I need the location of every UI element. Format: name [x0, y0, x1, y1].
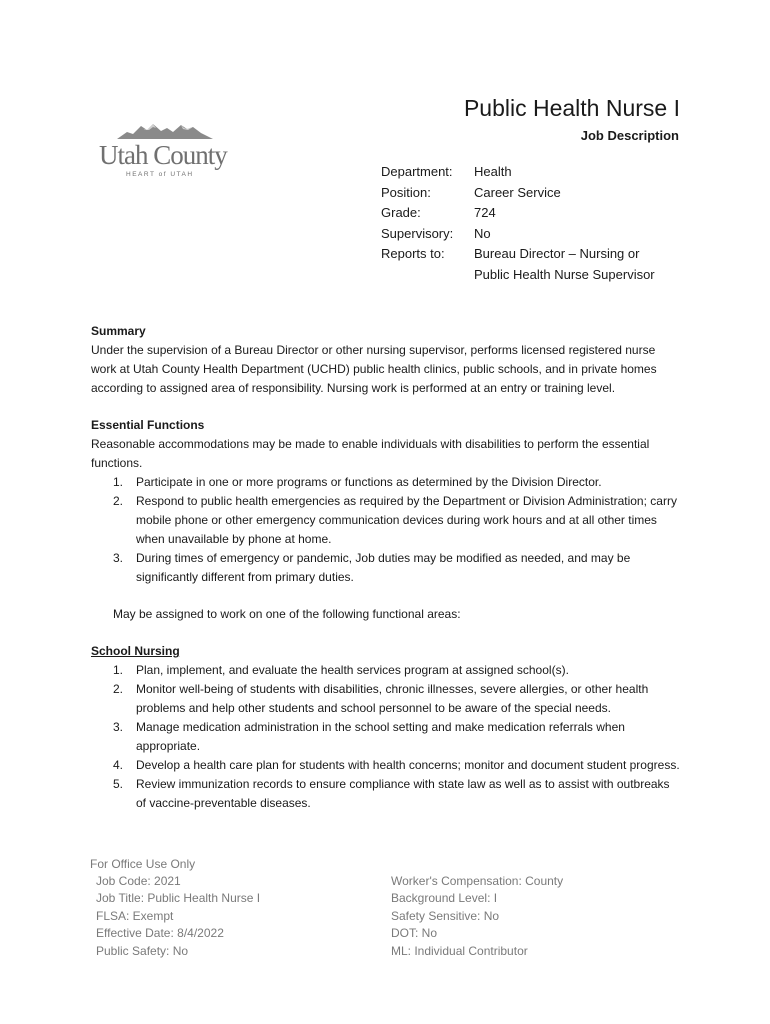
list-item: 3. Manage medication administration in the school setting and make medication referrals when appropriate.: [113, 720, 625, 753]
footer-flsa: FLSA: Exempt: [96, 908, 174, 923]
footer-heading: For Office Use Only: [90, 857, 196, 871]
footer-job-title: Job Title: Public Health Nurse I: [96, 891, 261, 906]
list-item: 2. Monitor well-being of students with disabilities, chronic illnesses, severe allergies, or other health problems and help other students and school personnel to be aware of the special needs.: [113, 682, 649, 715]
essential-functions-list: [91, 473, 681, 587]
meta-value: Career Service: [474, 184, 561, 200]
summary-heading: Summary: [91, 324, 146, 338]
list-item: 2. Respond to public health emergencies as required by the Department or Division Administration; carry mobile phone or other emergency communication devices during work hours and at all other times when unavailable by phone at home.: [113, 494, 677, 546]
school-nursing-list: [91, 661, 681, 813]
essential-functions-intro: Reasonable accommodations may be made to enable individuals with disabilities to perform the essential functions.: [91, 437, 650, 470]
page-subtitle: Job Description: [580, 128, 679, 143]
meta-row-department: [381, 162, 674, 183]
footer-workers-comp: Worker's Compensation: County: [391, 874, 564, 888]
list-item: 5. Review immunization records to ensure compliance with state law as well as to assist with outbreaks of vaccine-preventable diseases.: [113, 777, 670, 810]
footer-background-level: Background Level: I: [391, 891, 498, 906]
meta-value: Health: [474, 164, 512, 179]
summary-text: Under the supervision of a Bureau Director or other nursing supervisor, performs licensed registered nurse work at Utah County Health Department (UCHD) public health clinics, public schools, and in private homes according to assigned area of responsibility. Nursing work is performed at an entry or training level.: [91, 343, 657, 395]
footer-left-column: [90, 873, 391, 960]
footer-job-code: Job Code: 2021: [96, 874, 181, 888]
meta-label: Reports to:: [381, 246, 445, 261]
logo-tagline: HEART of UTAH: [126, 171, 194, 178]
meta-label: Supervisory:: [381, 225, 454, 241]
office-use-footer: [90, 856, 690, 960]
utah-county-logo: [99, 120, 234, 182]
job-description-body: [91, 322, 681, 813]
meta-row-grade: [381, 203, 674, 224]
meta-row-position: [381, 183, 674, 204]
functional-areas-note: May be assigned to work on one of the following functional areas:: [113, 607, 461, 621]
job-meta: [381, 162, 674, 285]
list-item: 4. Develop a health care plan for students with health concerns; monitor and document student progress.: [113, 758, 680, 772]
meta-value: Bureau Director – Nursing or Public Health Nurse Supervisor: [474, 246, 655, 282]
footer-public-safety: Public Safety: No: [96, 943, 189, 958]
meta-label: Department:: [381, 164, 453, 179]
footer-dot: DOT: No: [391, 926, 438, 941]
page-title: Public Health Nurse I: [463, 95, 680, 121]
logo-wordmark: Utah County: [99, 140, 227, 170]
meta-label: Position:: [381, 184, 431, 200]
footer-safety-sensitive: Safety Sensitive: No: [391, 908, 500, 923]
footer-right-column: [391, 873, 681, 960]
footer-ml: ML: Individual Contributor: [391, 943, 528, 958]
essential-functions-heading: Essential Functions: [91, 418, 205, 432]
meta-row-supervisory: [381, 224, 674, 245]
meta-label: Grade:: [381, 205, 421, 220]
list-item: 1. Plan, implement, and evaluate the health services program at assigned school(s).: [113, 663, 569, 677]
list-item: 3. During times of emergency or pandemic, Job duties may be modified as needed, and may be significantly different from primary duties.: [113, 551, 631, 584]
meta-value: No: [474, 225, 491, 241]
meta-value: 724: [474, 205, 496, 220]
list-item: 1. Participate in one or more programs or functions as determined by the Division Director.: [113, 475, 602, 489]
meta-row-reports-to: [381, 244, 674, 285]
school-nursing-heading: School Nursing: [91, 644, 180, 658]
mountain-icon: [117, 120, 213, 140]
footer-effective-date: Effective Date: 8/4/2022: [96, 926, 224, 941]
